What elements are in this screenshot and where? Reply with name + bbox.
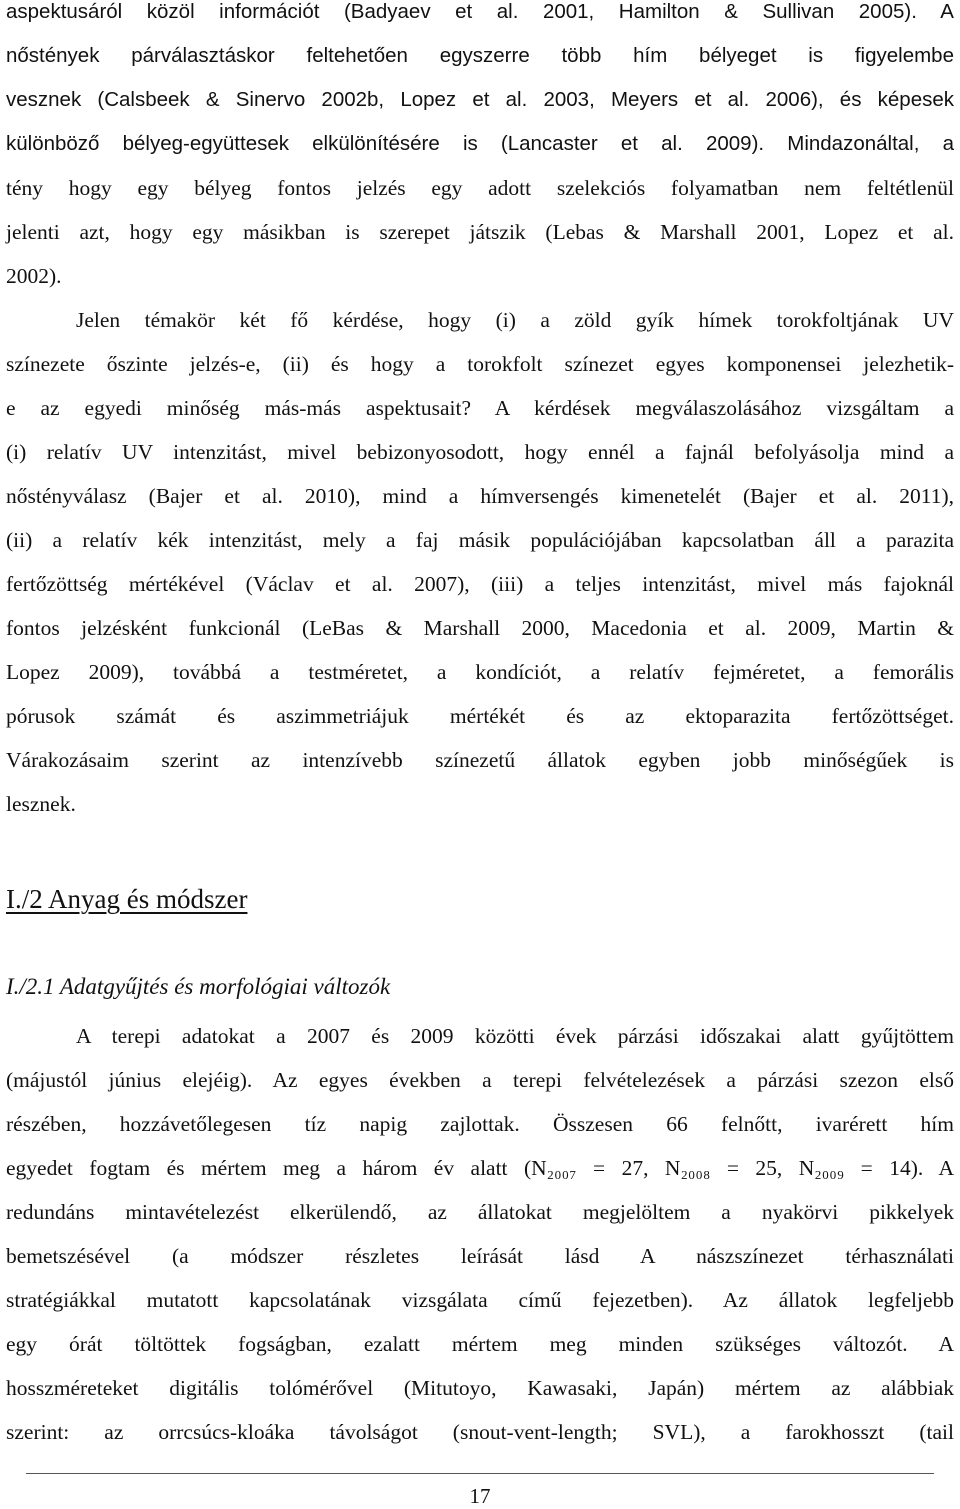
text-line: színezete őszinte jelzés-e, (ii) és hogy a torokfolt színezet egyes komponensei jelezhetik- <box>6 352 954 376</box>
text-line: fontos jelzésként funkcionál (LeBas & Marshall 2000, Macedonia et al. 2009, Martin & <box>6 616 954 640</box>
text-line: egyedet fogtam és mértem meg a három év alatt (N₂₀₀₇ = 27, N₂₀₀₈ = 25, N₂₀₀₉ = 14). A <box>6 1156 954 1180</box>
text-line: pórusok számát és aszimmetriájuk mértékét és az ektoparazita fertőzöttséget. <box>6 704 954 728</box>
text-line: 2002). <box>6 264 62 288</box>
text-line: Várakozásaim szerint az intenzívebb színezetű állatok egyben jobb minőségűek is <box>6 748 954 772</box>
footer-divider <box>26 1473 934 1474</box>
text-line: e az egyedi minőség más-más aspektusait? A kérdések megválaszolásához vizsgáltam a <box>6 396 954 420</box>
text-line: lesznek. <box>6 792 76 816</box>
text-line: aspektusáról közöl információt (Badyaev et al. 2001, Hamilton & Sullivan 2005). A <box>6 0 954 23</box>
text-line: különböző bélyeg-együttesek elkülönítésére is (Lancaster et al. 2009). Mindazonáltal, a <box>6 132 954 155</box>
text-line: jelenti azt, hogy egy másikban is szerepet játszik (Lebas & Marshall 2001, Lopez et al. <box>6 220 954 244</box>
text-line: (i) relatív UV intenzitást, mivel bebizonyosodott, hogy ennél a fajnál befolyásolja mind a <box>6 440 954 464</box>
text-line: A terepi adatokat a 2007 és 2009 közötti évek párzási időszakai alatt gyűjtöttem <box>76 1024 954 1048</box>
text-line: (ii) a relatív kék intenzitást, mely a faj másik populációjában kapcsolatban áll a parazita <box>6 528 954 552</box>
text-line: Lopez 2009), továbbá a testméretet, a kondíciót, a relatív fejméretet, a femorális <box>6 660 954 684</box>
text-line: egy órát töltöttek fogságban, ezalatt mértem meg minden szükséges változót. A <box>6 1332 954 1356</box>
text-line: részében, hozzávetőlegesen tíz napig zajlottak. Összesen 66 felnőtt, ivarérett hím <box>6 1112 954 1136</box>
text-line: bemetszésével (a módszer részletes leírását lásd A nászszínezet térhasználati <box>6 1244 954 1268</box>
text-line: szerint: az orrcsúcs-kloáka távolságot (snout-vent-length; SVL), a farokhosszt (tail <box>6 1420 954 1444</box>
text-line: tény hogy egy bélyeg fontos jelzés egy adott szelekciós folyamatban nem feltétlenül <box>6 176 954 200</box>
text-line: hosszméreteket digitális tolómérővel (Mitutoyo, Kawasaki, Japán) mértem az alábbiak <box>6 1376 954 1400</box>
text-line: stratégiákkal mutatott kapcsolatának vizsgálata című fejezetben). Az állatok legfeljebb <box>6 1288 954 1312</box>
text-line: redundáns mintavételezést elkerülendő, az állatokat megjelöltem a nyakörvi pikkelyek <box>6 1200 954 1224</box>
text-line: (májustól június elejéig). Az egyes években a terepi felvételezések a párzási szezon első <box>6 1068 954 1092</box>
text-line: vesznek (Calsbeek & Sinervo 2002b, Lopez et al. 2003, Meyers et al. 2006), és képesek <box>6 88 954 111</box>
text-line: Jelen témakör két fő kérdése, hogy (i) a zöld gyík hímek torokfoltjának UV <box>76 308 954 332</box>
text-line: nőstényválasz (Bajer et al. 2010), mind a hímversengés kimenetelét (Bajer et al. 2011), <box>6 484 954 508</box>
section-heading: I./2 Anyag és módszer <box>6 884 248 914</box>
text-line: nőstények párválasztáskor feltehetően egyszerre több hím bélyeget is figyelembe <box>6 44 954 67</box>
text-line: fertőzöttség mértékével (Václav et al. 2007), (iii) a teljes intenzitást, mivel más fajoknál <box>6 572 954 596</box>
page-number: 17 <box>469 1484 491 1508</box>
subsection-heading: I./2.1 Adatgyűjtés és morfológiai változók <box>6 974 391 999</box>
